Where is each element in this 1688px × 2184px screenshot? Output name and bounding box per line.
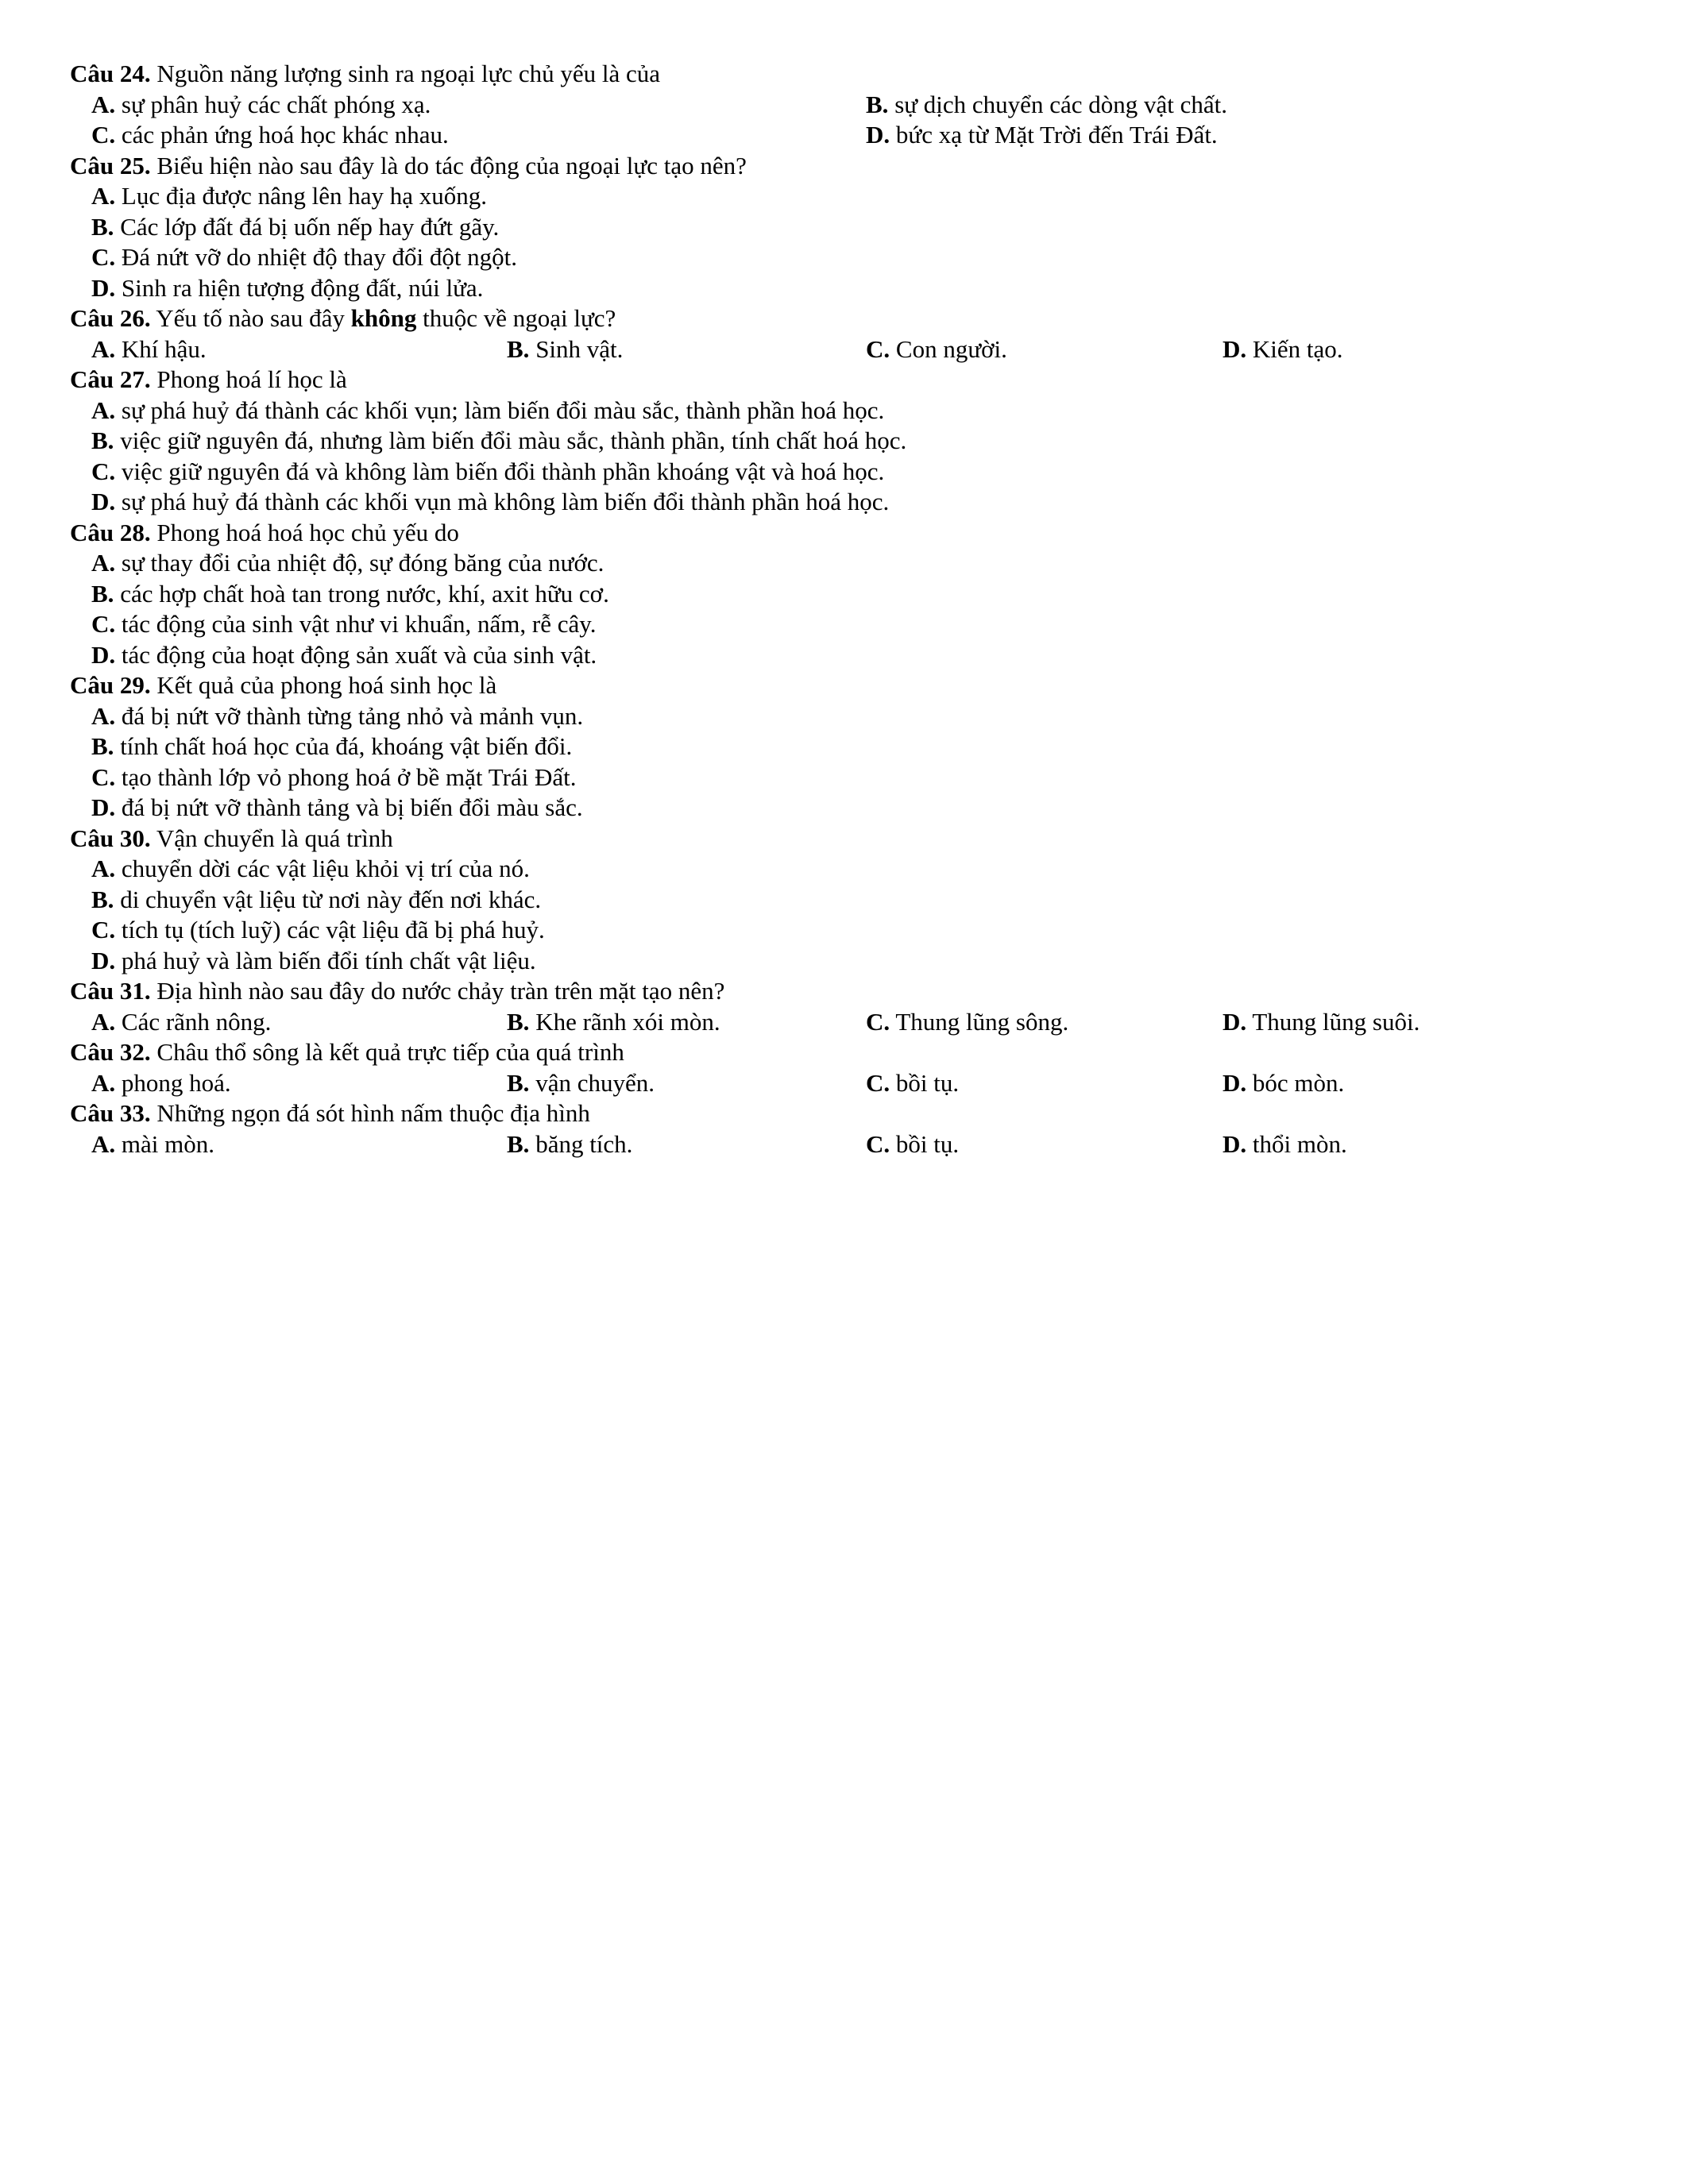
option-a [91, 548, 1612, 579]
question-text-part: Kết quả của phong hoá sinh học là [156, 671, 497, 699]
option-d [1223, 334, 1612, 365]
options-group [70, 548, 1612, 670]
option-a [91, 90, 866, 121]
question-text [70, 303, 1612, 334]
option-b [91, 885, 1612, 916]
option-text: băng tích. [535, 1129, 633, 1158]
option-letter: B. [91, 885, 114, 913]
option-c [91, 120, 866, 151]
option-text: chuyển dời các vật liệu khỏi vị trí của nó. [121, 855, 530, 882]
option-c [866, 1007, 1223, 1038]
option-letter: B. [91, 212, 114, 241]
question-25 [70, 151, 1612, 304]
question-text-part: Địa hình nào sau đây do nước chảy tràn trên mặt tạo nên? [156, 977, 725, 1005]
question-text [70, 670, 1612, 701]
question-text [70, 1098, 1612, 1129]
option-text: việc giữ nguyên đá, nhưng làm biến đổi màu sắc, thành phần, tính chất hoá học. [120, 426, 907, 454]
option-letter: A. [91, 549, 116, 577]
option-letter: B. [91, 426, 114, 454]
option-letter: A. [91, 334, 116, 363]
option-d [91, 640, 1612, 671]
option-b [91, 731, 1612, 762]
option-letter: A. [91, 1068, 116, 1097]
options-group [70, 181, 1612, 303]
question-number: Câu 29. [70, 671, 151, 699]
question-number: Câu 33. [70, 1099, 151, 1127]
option-text: Đá nứt vỡ do nhiệt độ thay đổi đột ngột. [121, 243, 518, 271]
question-text-part: Phong hoá lí học là [156, 365, 347, 393]
option-b [866, 90, 1612, 121]
option-letter: B. [507, 1129, 530, 1158]
option-letter: C. [91, 243, 116, 271]
options-group [70, 1068, 1612, 1099]
options-group [70, 90, 1612, 151]
option-c [91, 762, 1612, 793]
option-letter: B. [91, 732, 114, 760]
question-number: Câu 28. [70, 518, 151, 546]
question-number: Câu 24. [70, 60, 151, 87]
option-b [507, 1129, 866, 1160]
option-letter: A. [91, 855, 116, 882]
option-d [91, 946, 1612, 977]
option-b [91, 579, 1612, 610]
option-text: sự thay đổi của nhiệt độ, sự đóng băng của nước. [121, 549, 605, 577]
option-a [91, 854, 1612, 885]
option-a [91, 1068, 507, 1099]
options-group [70, 701, 1612, 824]
option-letter: A. [91, 90, 116, 118]
option-letter: A. [91, 1129, 116, 1158]
option-a [91, 181, 1612, 212]
option-letter: C. [91, 121, 116, 149]
option-text: Khe rãnh xói mòn. [535, 1007, 720, 1036]
option-letter: D. [1223, 1129, 1247, 1158]
option-b [91, 212, 1612, 243]
question-number: Câu 32. [70, 1038, 151, 1066]
option-text: thổi mòn. [1252, 1129, 1347, 1158]
option-letter: B. [866, 90, 889, 118]
question-number: Câu 31. [70, 977, 151, 1005]
option-text: sự phá huỷ đá thành các khối vụn; làm biến đổi màu sắc, thành phần hoá học. [121, 396, 885, 424]
option-letter: C. [91, 610, 116, 638]
option-text: các phản ứng hoá học khác nhau. [121, 121, 449, 149]
option-letter: D. [1223, 1068, 1247, 1097]
option-text: tính chất hoá học của đá, khoáng vật biến đổi. [120, 732, 573, 760]
option-text: bóc mòn. [1252, 1068, 1345, 1097]
option-letter: A. [91, 182, 116, 210]
question-31 [70, 976, 1612, 1037]
option-text: tác động của sinh vật như vi khuẩn, nấm, rễ cây. [121, 610, 597, 638]
option-text: Các lớp đất đá bị uốn nếp hay đứt gãy. [120, 212, 500, 241]
option-text: sự phân huỷ các chất phóng xạ. [121, 90, 431, 118]
question-text-part: Những ngọn đá sót hình nấm thuộc địa hình [156, 1099, 590, 1127]
question-text [70, 518, 1612, 549]
option-text: Các rãnh nông. [121, 1007, 272, 1036]
option-text: Thung lũng suôi. [1252, 1007, 1420, 1036]
option-text: mài mòn. [121, 1129, 214, 1158]
question-text-part: Phong hoá hoá học chủ yếu do [156, 518, 459, 546]
option-d [91, 793, 1612, 824]
question-27 [70, 365, 1612, 518]
question-list [70, 59, 1612, 1160]
option-text: bồi tụ. [895, 1129, 960, 1158]
option-text: các hợp chất hoà tan trong nước, khí, axit hữu cơ. [120, 579, 609, 608]
option-text: tích tụ (tích luỹ) các vật liệu đã bị phá huỷ. [121, 916, 545, 943]
question-number: Câu 27. [70, 365, 151, 393]
option-text: di chuyển vật liệu từ nơi này đến nơi khác. [120, 885, 542, 913]
option-text: Sinh vật. [535, 334, 624, 363]
option-letter: B. [507, 334, 530, 363]
option-text: bồi tụ. [895, 1068, 960, 1097]
question-28 [70, 518, 1612, 671]
option-letter: D. [91, 488, 116, 515]
option-text: phong hoá. [121, 1068, 231, 1097]
option-a [91, 1129, 507, 1160]
option-letter: C. [91, 762, 116, 791]
question-number: Câu 30. [70, 824, 151, 852]
question-text [70, 1037, 1612, 1068]
option-text: Khí hậu. [121, 334, 207, 363]
options-group [70, 396, 1612, 518]
option-letter: C. [91, 916, 116, 943]
question-text-part: thuộc về ngoại lực? [416, 304, 616, 332]
option-letter: A. [91, 701, 116, 730]
option-letter: D. [1223, 1007, 1247, 1036]
option-text: Kiến tạo. [1252, 334, 1343, 363]
question-text-part: không [350, 304, 417, 332]
option-text: việc giữ nguyên đá và không làm biến đổi thành phần khoáng vật và hoá học. [121, 457, 885, 485]
option-letter: B. [507, 1068, 530, 1097]
question-text-part: Yếu tố nào sau đây [156, 304, 351, 332]
option-d [1223, 1129, 1612, 1160]
option-letter: C. [866, 1007, 890, 1036]
question-text [70, 976, 1612, 1007]
option-letter: D. [866, 121, 890, 149]
option-letter: C. [866, 1068, 890, 1097]
option-b [91, 426, 1612, 457]
option-a [91, 334, 507, 365]
option-d [91, 487, 1612, 518]
option-d [91, 273, 1612, 304]
option-letter: C. [866, 1129, 890, 1158]
option-c [91, 242, 1612, 273]
option-letter: C. [866, 334, 890, 363]
option-c [91, 457, 1612, 488]
option-text: sự dịch chuyển các dòng vật chất. [894, 90, 1227, 118]
option-a [91, 396, 1612, 426]
option-text: tạo thành lớp vỏ phong hoá ở bề mặt Trái Đất. [121, 762, 577, 791]
option-text: tác động của hoạt động sản xuất và của sinh vật. [121, 640, 597, 669]
option-text: sự phá huỷ đá thành các khối vụn mà không làm biến đổi thành phần hoá học. [121, 488, 890, 515]
question-32 [70, 1037, 1612, 1098]
option-b [507, 1007, 866, 1038]
question-text [70, 824, 1612, 855]
options-group [70, 1007, 1612, 1038]
option-text: Sinh ra hiện tượng động đất, núi lửa. [121, 273, 484, 302]
question-29 [70, 670, 1612, 824]
option-b [507, 1068, 866, 1099]
options-group [70, 854, 1612, 976]
option-text: Lục địa được nâng lên hay hạ xuống. [121, 182, 488, 210]
question-number: Câu 25. [70, 151, 151, 179]
option-letter: D. [91, 640, 116, 669]
option-text: đá bị nứt vỡ thành tảng và bị biến đổi màu sắc. [121, 793, 583, 821]
question-33 [70, 1098, 1612, 1160]
question-text-part: Vận chuyển là quá trình [156, 824, 393, 852]
option-a [91, 1007, 507, 1038]
option-a [91, 701, 1612, 732]
question-text-part: Nguồn năng lượng sinh ra ngoại lực chủ yếu là của [156, 60, 661, 87]
option-text: phá huỷ và làm biến đổi tính chất vật liệu. [121, 946, 536, 974]
option-c [866, 334, 1223, 365]
option-d [1223, 1068, 1612, 1099]
option-text: Con người. [895, 334, 1007, 363]
option-letter: D. [91, 273, 116, 302]
option-letter: A. [91, 396, 116, 424]
option-text: đá bị nứt vỡ thành từng tảng nhỏ và mảnh vụn. [121, 701, 584, 730]
option-d [866, 120, 1612, 151]
option-d [1223, 1007, 1612, 1038]
option-c [866, 1129, 1223, 1160]
option-letter: B. [91, 579, 114, 608]
options-group [70, 334, 1612, 365]
option-letter: B. [507, 1007, 530, 1036]
option-letter: D. [91, 946, 116, 974]
option-text: bức xạ từ Mặt Trời đến Trái Đất. [895, 121, 1218, 149]
option-text: vận chuyển. [535, 1068, 655, 1097]
question-text-part: Biểu hiện nào sau đây là do tác động của ngoại lực tạo nên? [156, 151, 747, 179]
option-c [91, 915, 1612, 946]
option-c [866, 1068, 1223, 1099]
option-text: Thung lũng sông. [895, 1007, 1069, 1036]
option-c [91, 609, 1612, 640]
option-b [507, 334, 866, 365]
question-text [70, 59, 1612, 90]
question-text-part: Châu thổ sông là kết quả trực tiếp của quá trình [156, 1038, 624, 1066]
option-letter: D. [1223, 334, 1247, 363]
question-number: Câu 26. [70, 304, 151, 332]
options-group [70, 1129, 1612, 1160]
question-26 [70, 303, 1612, 365]
option-letter: C. [91, 457, 116, 485]
question-24 [70, 59, 1612, 151]
question-text [70, 365, 1612, 396]
question-30 [70, 824, 1612, 977]
option-letter: A. [91, 1007, 116, 1036]
option-letter: D. [91, 793, 116, 821]
question-text [70, 151, 1612, 182]
